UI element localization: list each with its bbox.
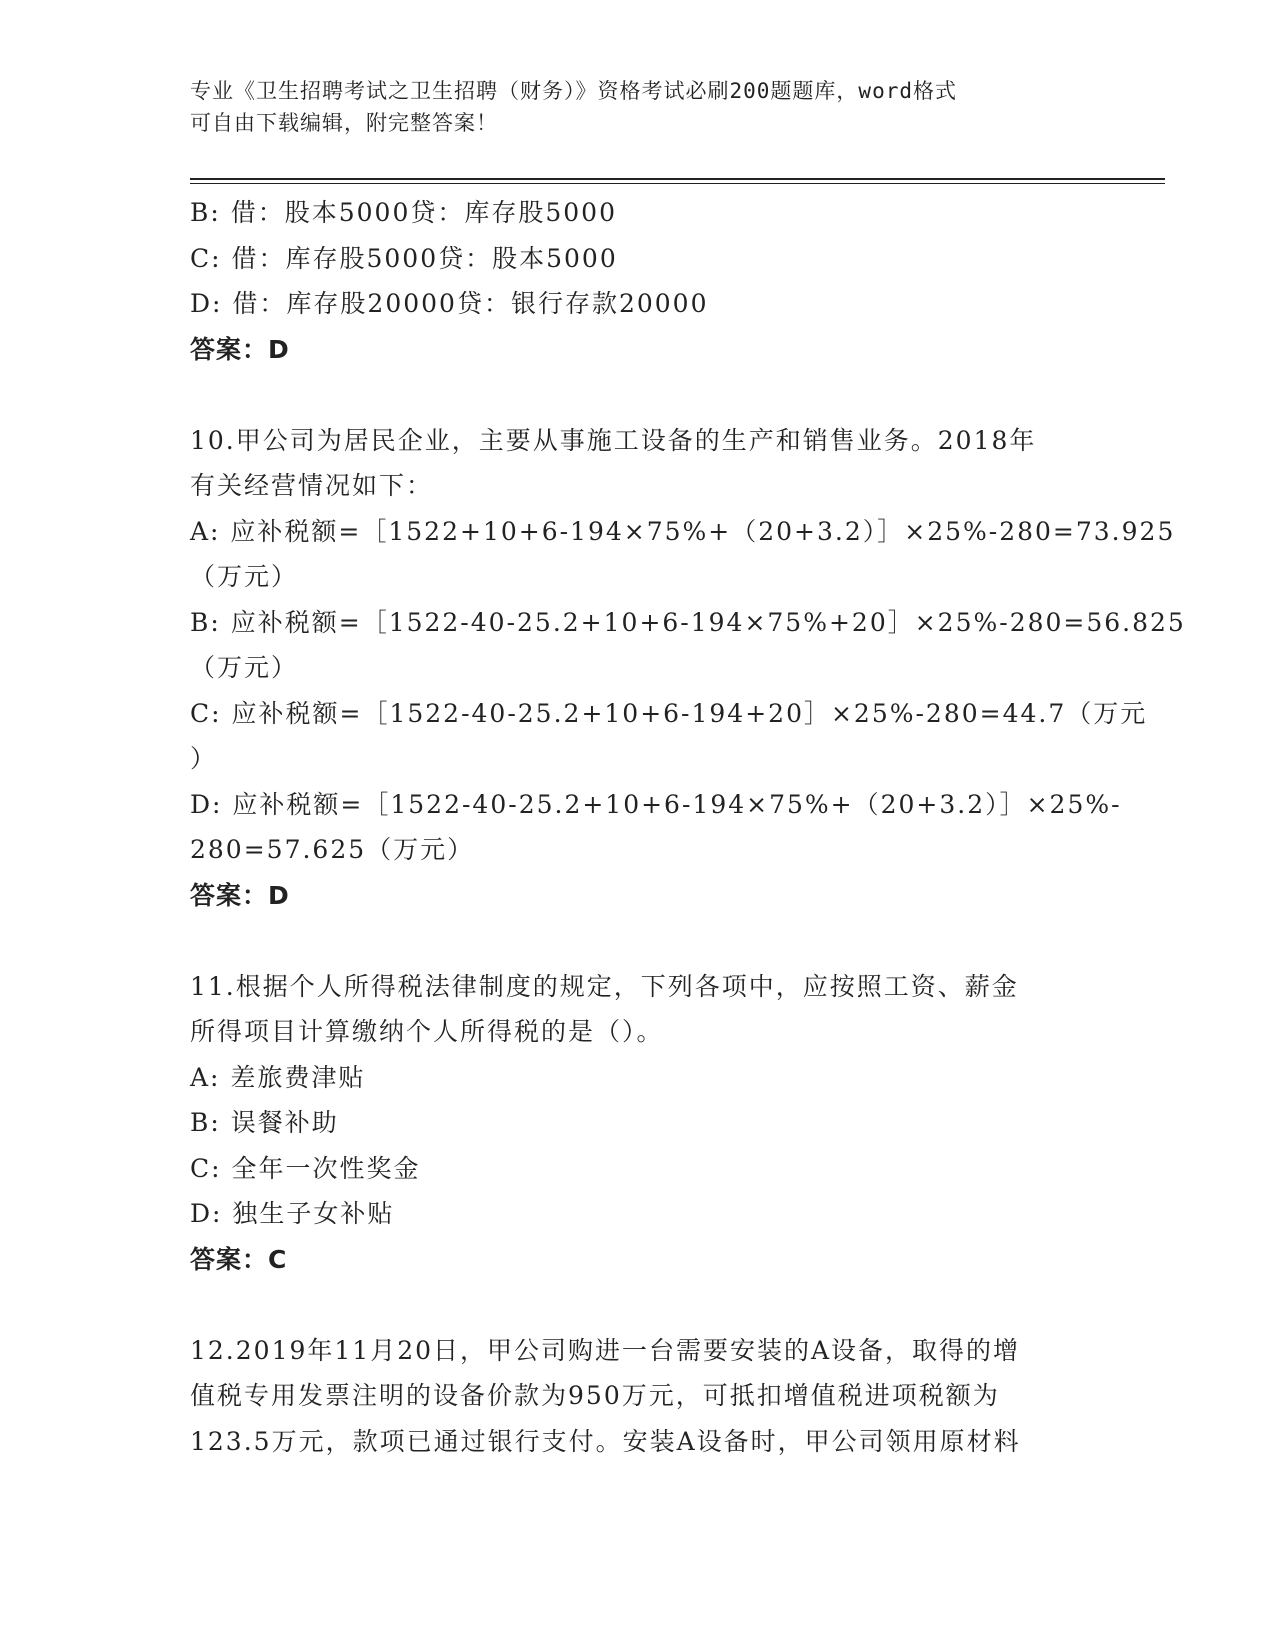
- q11-stem-line-2: 所得项目计算缴纳个人所得税的是（）。: [190, 1017, 664, 1046]
- q10-stem-line-2: 有关经营情况如下：: [190, 471, 434, 500]
- document-header: [190, 75, 1090, 139]
- spacer: [190, 372, 1090, 418]
- q11-option-b: B: 误餐补助: [190, 1108, 339, 1137]
- document-body: [190, 190, 1186, 1464]
- q10-option-b-line-2: （万元）: [190, 653, 299, 682]
- q12-stem-line-1: 12.2019年11月20日，甲公司购进一台需要安装的A设备，取得的增: [190, 1335, 1021, 1365]
- question-11: [190, 964, 1090, 1283]
- q11-option-c: C: 全年一次性奖金: [190, 1153, 421, 1183]
- q10-option-b-line-1: B: 应补税额=［1522-40-25.2+10+6-194×75%+20］×25%-280=56.825: [190, 607, 1186, 637]
- q9-option-b: B: 借：股本5000贷：库存股5000: [190, 198, 617, 227]
- q10-option-c-line-1: C: 应补税额=［1522-40-25.2+10+6-194+20］×25%-280=44.7（万元: [190, 698, 1148, 728]
- q9-option-c: C: 借：库存股5000贷：股本5000: [190, 243, 618, 273]
- q11-option-d: D: 独生子女补贴: [190, 1199, 395, 1228]
- q9-option-d: D: 借：库存股20000贷：银行存款20000: [190, 289, 709, 318]
- header-rule-thin: [190, 183, 1165, 184]
- q10-option-d-line-2: 280=57.625（万元）: [190, 835, 475, 864]
- q10-stem-line-1: 10.甲公司为居民企业，主要从事施工设备的生产和销售业务。2018年: [190, 425, 1037, 455]
- q12-stem-line-3: 123.5万元，款项已通过银行支付。安装A设备时，甲公司领用原材料: [190, 1426, 1021, 1456]
- question-12: [190, 1328, 1090, 1465]
- q9-answer: 答案：D: [190, 334, 290, 364]
- question-9: [190, 190, 1090, 372]
- q12-stem-line-2: 值税专用发票注明的设备价款为950万元，可抵扣增值税进项税额为: [190, 1381, 1000, 1410]
- spacer: [190, 1282, 1090, 1328]
- q11-answer: 答案：C: [190, 1244, 288, 1274]
- q11-stem-line-1: 11.根据个人所得税法律制度的规定，下列各项中，应按照工资、薪金: [190, 971, 1019, 1001]
- header-line-2: 可自由下载编辑，附完整答案！: [190, 111, 498, 135]
- q10-option-a-line-1: A: 应补税额=［1522+10+6-194×75%+（20+3.2）］×25%-280=73.925: [190, 516, 1176, 546]
- header-line-1: 专业《卫生招聘考试之卫生招聘（财务）》资格考试必刷200题题库，word格式: [190, 79, 957, 103]
- q10-option-d-line-1: D: 应补税额=［1522-40-25.2+10+6-194×75%+（20+3.2）］×25%-: [190, 789, 1122, 819]
- header-rule-thick: [190, 178, 1165, 180]
- q10-option-c-line-2: ）: [190, 744, 218, 773]
- q10-answer: 答案：D: [190, 880, 290, 910]
- q11-option-a: A: 差旅费津贴: [190, 1062, 366, 1092]
- question-10: [190, 418, 1186, 919]
- q10-option-a-line-2: （万元）: [190, 562, 299, 591]
- spacer: [190, 918, 1090, 964]
